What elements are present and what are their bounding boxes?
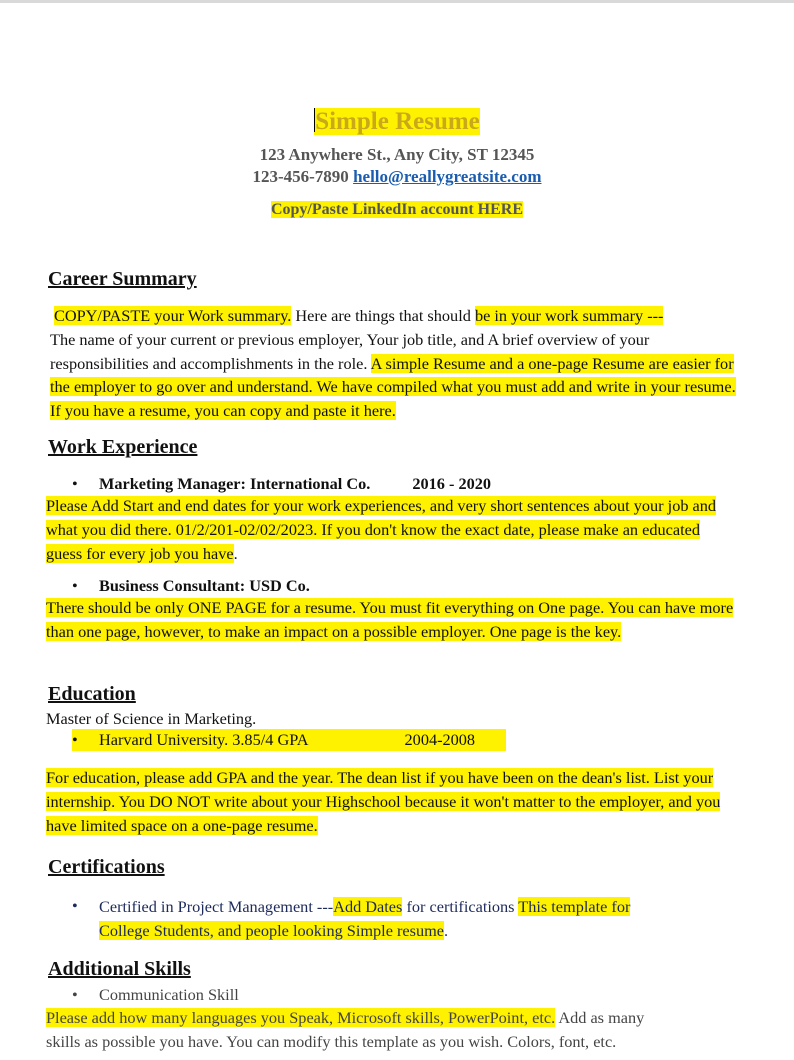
phone-number: 123-456-7890 [252, 167, 349, 186]
job-2-description: There should be only ONE PAGE for a resume. You must fit everything on One page. You can have more than one page, however, to make an impact on a possible employer. One page is the key. [46, 598, 734, 641]
job-1-description: Please Add Start and end dates for your work experiences, and very short sentences about your job and what you did there. 01/2/201-02/02/2023. If you don't know the exact date, please make an educated guess for every job you have. [46, 496, 717, 563]
education-heading: Education [48, 683, 136, 705]
certification-item: • Certified in Project Management ---Add Dates for certifications This template for College Students, and people looking Simple resume. [72, 896, 631, 940]
bullet-dot: • [72, 474, 78, 493]
school-item [72, 729, 506, 751]
education-note: For education, please add GPA and the year. The dean list if you have been on the dean's list. List your internship. You DO NOT write about your Highschool because it won't matter to the employer, and you have limited space on a one-page resume. [46, 768, 721, 835]
skill-item-1 [72, 984, 752, 1006]
resume-title[interactable] [0, 108, 794, 136]
degree-text: Master of Science in Marketing. [46, 709, 257, 728]
additional-skills-heading: Additional Skills [48, 958, 191, 980]
school-years: 2004-2008 [404, 730, 476, 749]
career-summary-heading: Career Summary [48, 268, 197, 290]
bullet-dot: • [72, 985, 78, 1004]
linkedin-placeholder: Copy/Paste LinkedIn account HERE [270, 201, 524, 218]
job-item-1 [72, 473, 752, 495]
linkedin-line [0, 201, 794, 219]
skills-note: Please add how many languages you Speak, Microsoft skills, PowerPoint, etc. Add as many skills as possible you have. You can modify this template as you wish. Colors, font, etc. [46, 1008, 645, 1051]
job-item-2 [72, 575, 752, 597]
bullet-dot: • [72, 576, 78, 595]
work-experience-heading: Work Experience [48, 436, 198, 458]
skill-1-text: Communication Skill [99, 985, 239, 1004]
email-link[interactable]: hello@reallygreatsite.com [353, 167, 542, 186]
job-1-dates: 2016 - 2020 [412, 474, 492, 493]
title-text: Simple Resume [315, 108, 480, 135]
address-line: 123 Anywhere St., Any City, ST 12345 [259, 145, 535, 164]
bullet-dot: • [72, 896, 78, 915]
page-top-border [0, 0, 794, 3]
job-2-title: Business Consultant: USD Co. [99, 576, 310, 595]
school-name: Harvard University. 3.85/4 GPA [99, 730, 309, 749]
certifications-heading: Certifications [48, 856, 165, 878]
contact-line [0, 167, 794, 187]
career-summary-text: COPY/PASTE your Work summary. Here are things that should be in your work summary --- The name of your current or previous employer, Your job title, and A brief overview of your responsibilities and accomplishments in the role. A simple Resume and a one-page Resume are easier for the employer to go over and understand. We have compiled what you must add and write in your resume. If you have a resume, you can copy and paste it here. [50, 306, 736, 421]
job-1-title: Marketing Manager: International Co. [99, 474, 371, 493]
bullet-dot: • [72, 730, 78, 749]
